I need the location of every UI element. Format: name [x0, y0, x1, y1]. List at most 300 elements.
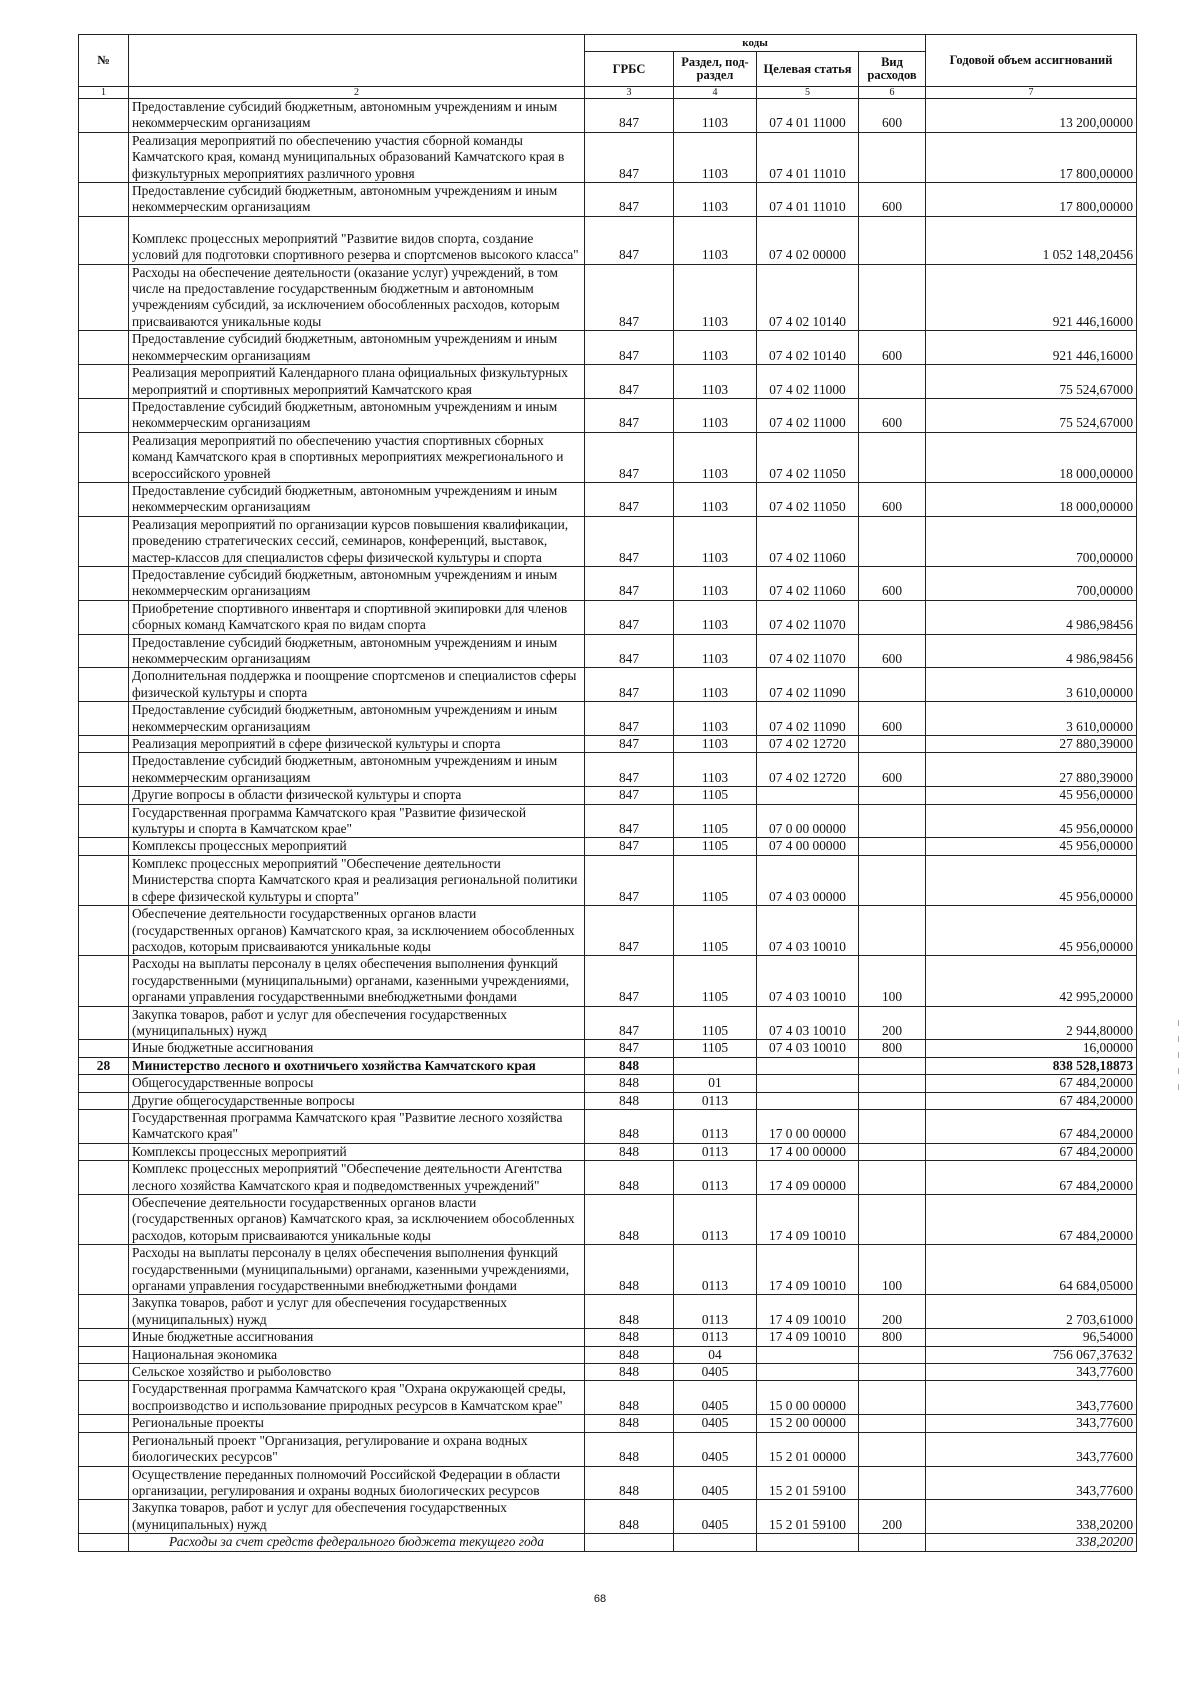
row-amount: 18 000,00000 [926, 432, 1137, 482]
row-section: 1103 [674, 216, 757, 264]
row-section: 1105 [674, 838, 757, 855]
table-row [79, 1006, 1137, 1040]
row-vid [859, 132, 926, 182]
row-number [79, 855, 129, 905]
row-grbs: 847 [585, 1040, 674, 1057]
row-section: 1105 [674, 956, 757, 1006]
row-vid: 600 [859, 398, 926, 432]
row-grbs: 848 [585, 1346, 674, 1363]
header-amount: Годовой объем ассигнований [926, 35, 1137, 87]
row-target [757, 1534, 859, 1551]
row-amount: 16,00000 [926, 1040, 1137, 1057]
row-amount: 3 610,00000 [926, 668, 1137, 702]
row-grbs: 847 [585, 432, 674, 482]
row-grbs: 848 [585, 1466, 674, 1500]
row-target: 07 4 02 11000 [757, 365, 859, 399]
row-name: Комплексы процессных мероприятий [129, 838, 585, 855]
row-number [79, 1006, 129, 1040]
row-grbs: 847 [585, 482, 674, 516]
table-row [79, 516, 1137, 566]
row-number [79, 634, 129, 668]
row-number: 28 [79, 1057, 129, 1074]
row-name: Другие вопросы в области физической культуры и спорта [129, 787, 585, 804]
row-amount: 343,77600 [926, 1466, 1137, 1500]
table-row [79, 1346, 1137, 1363]
row-number [79, 1432, 129, 1466]
row-section: 1103 [674, 668, 757, 702]
row-section: 0405 [674, 1466, 757, 1500]
row-name: Реализация мероприятий по обеспечению участия сборной команды Камчатского края, команд муниципальных образований Камчатского края в физкультурных мероприятиях различного уровня [129, 132, 585, 182]
row-amount: 27 880,39000 [926, 736, 1137, 753]
row-section: 1105 [674, 787, 757, 804]
row-target: 07 4 01 11010 [757, 132, 859, 182]
row-name: Предоставление субсидий бюджетным, автономным учреждениям и иным некоммерческим организациям [129, 331, 585, 365]
row-name: Комплекс процессных мероприятий "Обеспечение деятельности Агентства лесного хозяйства Камчатского края и подведомственных учреждений" [129, 1161, 585, 1195]
row-grbs: 848 [585, 1245, 674, 1295]
row-section: 0113 [674, 1329, 757, 1346]
row-section: 0113 [674, 1092, 757, 1109]
row-amount: 67 484,20000 [926, 1195, 1137, 1245]
row-amount: 75 524,67000 [926, 398, 1137, 432]
table-row [79, 838, 1137, 855]
table-body [79, 99, 1137, 1552]
row-target: 17 4 09 10010 [757, 1195, 859, 1245]
row-amount: 700,00000 [926, 566, 1137, 600]
row-grbs: 847 [585, 132, 674, 182]
row-amount: 42 995,20000 [926, 956, 1137, 1006]
row-number [79, 804, 129, 838]
row-grbs: 848 [585, 1109, 674, 1143]
row-name: Региональные проекты [129, 1415, 585, 1432]
table-row [79, 432, 1137, 482]
row-vid [859, 838, 926, 855]
row-target: 15 0 00 00000 [757, 1381, 859, 1415]
row-number [79, 600, 129, 634]
table-row [79, 1057, 1137, 1074]
row-name: Закупка товаров, работ и услуг для обеспечения государственных (муниципальных) нужд [129, 1006, 585, 1040]
table-row [79, 132, 1137, 182]
row-name: Приобретение спортивного инвентаря и спортивной экипировки для членов сборных команд Камчатского края по видам спорта [129, 600, 585, 634]
row-section: 0113 [674, 1245, 757, 1295]
row-number [79, 1295, 129, 1329]
table-row [79, 1161, 1137, 1195]
row-amount: 96,54000 [926, 1329, 1137, 1346]
row-grbs: 848 [585, 1381, 674, 1415]
row-target: 17 4 09 10010 [757, 1329, 859, 1346]
row-grbs [585, 1534, 674, 1551]
row-amount: 921 446,16000 [926, 331, 1137, 365]
row-section [674, 1534, 757, 1551]
row-target: 07 4 00 00000 [757, 838, 859, 855]
row-name: Дополнительная поддержка и поощрение спортсменов и специалистов сферы физической культуры и спорта [129, 668, 585, 702]
row-section: 1103 [674, 702, 757, 736]
header-name [129, 35, 585, 87]
row-number [79, 956, 129, 1006]
row-target: 17 4 09 10010 [757, 1245, 859, 1295]
row-number [79, 1466, 129, 1500]
row-name: Предоставление субсидий бюджетным, автономным учреждениям и иным некоммерческим организациям [129, 702, 585, 736]
row-section: 1103 [674, 516, 757, 566]
row-target [757, 1075, 859, 1092]
row-amount: 67 484,20000 [926, 1109, 1137, 1143]
row-vid: 600 [859, 702, 926, 736]
row-amount: 2 944,80000 [926, 1006, 1137, 1040]
row-target: 17 4 09 10010 [757, 1295, 859, 1329]
row-grbs: 848 [585, 1432, 674, 1466]
row-target [757, 787, 859, 804]
row-section: 1103 [674, 99, 757, 133]
table-row [79, 1195, 1137, 1245]
row-grbs: 848 [585, 1143, 674, 1160]
row-name: Обеспечение деятельности государственных органов власти (государственных органов) Камчатского края, за исключением обособленных расходов, которым присваиваются уникальные коды [129, 906, 585, 956]
row-grbs: 847 [585, 398, 674, 432]
row-number [79, 753, 129, 787]
row-number [79, 1040, 129, 1057]
row-vid [859, 1161, 926, 1195]
row-target [757, 1057, 859, 1074]
table-row [79, 1075, 1137, 1092]
row-section: 04 [674, 1346, 757, 1363]
row-amount: 343,77600 [926, 1415, 1137, 1432]
row-vid: 200 [859, 1295, 926, 1329]
row-target: 15 2 01 59100 [757, 1466, 859, 1500]
row-amount: 4 986,98456 [926, 600, 1137, 634]
row-target: 07 4 02 11000 [757, 398, 859, 432]
row-name: Сельское хозяйство и рыболовство [129, 1364, 585, 1381]
row-target: 07 4 01 11010 [757, 183, 859, 217]
row-vid [859, 432, 926, 482]
row-grbs: 847 [585, 787, 674, 804]
row-name: Национальная экономика [129, 1346, 585, 1363]
row-amount: 4 986,98456 [926, 634, 1137, 668]
row-amount: 1 052 148,20456 [926, 216, 1137, 264]
row-section: 1103 [674, 634, 757, 668]
row-name: Предоставление субсидий бюджетным, автономным учреждениям и иным некоммерческим организациям [129, 753, 585, 787]
row-target [757, 1092, 859, 1109]
row-number [79, 1364, 129, 1381]
row-name: Комплексы процессных мероприятий [129, 1143, 585, 1160]
row-number [79, 331, 129, 365]
row-section: 1105 [674, 1006, 757, 1040]
row-grbs: 847 [585, 516, 674, 566]
row-number [79, 516, 129, 566]
table-row [79, 1040, 1137, 1057]
row-amount: 13 200,00000 [926, 99, 1137, 133]
row-amount: 45 956,00000 [926, 787, 1137, 804]
header-number: № [79, 35, 129, 87]
row-section [674, 1057, 757, 1074]
row-grbs: 847 [585, 804, 674, 838]
row-target: 07 4 02 00000 [757, 216, 859, 264]
row-vid [859, 1143, 926, 1160]
row-section: 0113 [674, 1161, 757, 1195]
row-name: Предоставление субсидий бюджетным, автономным учреждениям и иным некоммерческим организациям [129, 398, 585, 432]
row-section: 1103 [674, 132, 757, 182]
row-vid [859, 668, 926, 702]
row-vid [859, 1092, 926, 1109]
row-vid: 600 [859, 634, 926, 668]
row-target: 15 2 01 00000 [757, 1432, 859, 1466]
table-row [79, 331, 1137, 365]
row-amount: 45 956,00000 [926, 804, 1137, 838]
table-row [79, 668, 1137, 702]
row-section: 0113 [674, 1195, 757, 1245]
row-amount: 838 528,18873 [926, 1057, 1137, 1074]
row-number [79, 668, 129, 702]
row-target [757, 1346, 859, 1363]
row-grbs: 848 [585, 1075, 674, 1092]
row-amount: 343,77600 [926, 1364, 1137, 1381]
row-section: 01 [674, 1075, 757, 1092]
row-name: Реализация мероприятий Календарного плана официальных физкультурных мероприятий и спортивных мероприятий Камчатского края [129, 365, 585, 399]
table-row [79, 1534, 1137, 1551]
row-vid: 100 [859, 1245, 926, 1295]
row-number [79, 1415, 129, 1432]
row-number [79, 1245, 129, 1295]
row-section: 1103 [674, 183, 757, 217]
row-amount: 17 800,00000 [926, 183, 1137, 217]
row-grbs: 847 [585, 183, 674, 217]
row-name: Расходы на обеспечение деятельности (оказание услуг) учреждений, в том числе на предоставление государственным бюджетным и автономным учреждениям субсидий, за исключением обособленных расходов, которым присваиваются уникальные коды [129, 264, 585, 331]
row-section: 0405 [674, 1364, 757, 1381]
table-row [79, 566, 1137, 600]
row-target: 17 4 09 00000 [757, 1161, 859, 1195]
row-name: Предоставление субсидий бюджетным, автономным учреждениям и иным некоммерческим организациям [129, 634, 585, 668]
row-target: 07 4 02 11070 [757, 634, 859, 668]
row-number [79, 264, 129, 331]
row-vid [859, 600, 926, 634]
row-amount: 756 067,37632 [926, 1346, 1137, 1363]
row-grbs: 848 [585, 1500, 674, 1534]
row-grbs: 848 [585, 1329, 674, 1346]
row-number [79, 216, 129, 264]
row-number [79, 1143, 129, 1160]
row-vid [859, 736, 926, 753]
row-vid [859, 1364, 926, 1381]
row-amount: 921 446,16000 [926, 264, 1137, 331]
row-name: Общегосударственные вопросы [129, 1075, 585, 1092]
header-target: Целевая статья [757, 52, 859, 87]
row-grbs: 847 [585, 855, 674, 905]
row-section: 0405 [674, 1432, 757, 1466]
table-row [79, 482, 1137, 516]
row-target: 07 4 02 11050 [757, 432, 859, 482]
table-row [79, 906, 1137, 956]
row-name: Комплекс процессных мероприятий "Развитие видов спорта, создание условий для подготовки спортивного резерва и спортсменов высокого класса" [129, 216, 585, 264]
row-vid [859, 804, 926, 838]
row-amount: 75 524,67000 [926, 365, 1137, 399]
row-target: 07 4 02 11060 [757, 516, 859, 566]
row-target: 07 4 02 11070 [757, 600, 859, 634]
row-section: 1103 [674, 264, 757, 331]
row-grbs: 847 [585, 566, 674, 600]
row-target: 07 4 03 10010 [757, 956, 859, 1006]
row-section: 1105 [674, 906, 757, 956]
row-name: Расходы на выплаты персоналу в целях обеспечения выполнения функций государственными (муниципальными) органами, казенными учреждениями, органами управления государственными внебюджетными фондами [129, 1245, 585, 1295]
row-amount: 18 000,00000 [926, 482, 1137, 516]
row-grbs: 847 [585, 1006, 674, 1040]
table-row [79, 1092, 1137, 1109]
table-row [79, 855, 1137, 905]
row-number [79, 702, 129, 736]
header-section: Раздел, под-раздел [674, 52, 757, 87]
row-grbs: 848 [585, 1195, 674, 1245]
row-name: Реализация мероприятий по организации курсов повышения квалификации, проведению стратегических сессий, семинаров, конференций, выставок, мастер-классов для специалистов сферы физической культуры и спорта [129, 516, 585, 566]
row-grbs: 848 [585, 1415, 674, 1432]
table-row [79, 183, 1137, 217]
table-row [79, 702, 1137, 736]
index-cell: 6 [859, 87, 926, 99]
row-grbs: 847 [585, 906, 674, 956]
index-cell: 7 [926, 87, 1137, 99]
row-target: 07 4 02 11050 [757, 482, 859, 516]
row-target: 17 0 00 00000 [757, 1109, 859, 1143]
row-target: 07 4 02 10140 [757, 331, 859, 365]
table-row [79, 1432, 1137, 1466]
row-target: 07 0 00 00000 [757, 804, 859, 838]
row-section: 1105 [674, 855, 757, 905]
row-vid [859, 264, 926, 331]
margin-marks [1176, 1010, 1180, 1200]
row-number [79, 1161, 129, 1195]
row-name: Региональный проект "Организация, регулирование и охрана водных биологических ресурсов" [129, 1432, 585, 1466]
table-row [79, 956, 1137, 1006]
table-row [79, 1466, 1137, 1500]
row-number [79, 1534, 129, 1551]
table-row [79, 1329, 1137, 1346]
row-amount: 2 703,61000 [926, 1295, 1137, 1329]
row-number [79, 906, 129, 956]
row-name: Предоставление субсидий бюджетным, автономным учреждениям и иным некоммерческим организациям [129, 566, 585, 600]
row-number [79, 1500, 129, 1534]
row-target: 17 4 00 00000 [757, 1143, 859, 1160]
table-header [79, 35, 1137, 99]
row-amount: 700,00000 [926, 516, 1137, 566]
row-grbs: 847 [585, 331, 674, 365]
row-target: 15 2 00 00000 [757, 1415, 859, 1432]
row-amount: 27 880,39000 [926, 753, 1137, 787]
row-amount: 338,20200 [926, 1534, 1137, 1551]
header-vid: Вид расходов [859, 52, 926, 87]
row-section: 1105 [674, 1040, 757, 1057]
table-row [79, 365, 1137, 399]
row-vid: 600 [859, 183, 926, 217]
row-section: 0405 [674, 1381, 757, 1415]
table-row [79, 634, 1137, 668]
table-row [79, 736, 1137, 753]
row-target: 07 4 03 10010 [757, 906, 859, 956]
row-grbs: 847 [585, 365, 674, 399]
row-target: 07 4 02 12720 [757, 736, 859, 753]
row-section: 1105 [674, 804, 757, 838]
row-number [79, 838, 129, 855]
row-vid [859, 1346, 926, 1363]
row-number [79, 736, 129, 753]
table-row [79, 1295, 1137, 1329]
row-target: 07 4 03 10010 [757, 1006, 859, 1040]
row-section: 1103 [674, 736, 757, 753]
row-grbs: 847 [585, 736, 674, 753]
row-amount: 64 684,05000 [926, 1245, 1137, 1295]
row-amount: 3 610,00000 [926, 702, 1137, 736]
row-number [79, 1195, 129, 1245]
row-grbs: 848 [585, 1092, 674, 1109]
index-cell: 4 [674, 87, 757, 99]
row-target [757, 1364, 859, 1381]
row-vid [859, 365, 926, 399]
row-vid: 200 [859, 1500, 926, 1534]
index-cell: 1 [79, 87, 129, 99]
row-vid [859, 906, 926, 956]
row-name: Предоставление субсидий бюджетным, автономным учреждениям и иным некоммерческим организациям [129, 99, 585, 133]
table-row [79, 787, 1137, 804]
header-codes: коды [585, 35, 926, 52]
row-grbs: 847 [585, 600, 674, 634]
row-grbs: 847 [585, 838, 674, 855]
row-vid [859, 516, 926, 566]
row-number [79, 432, 129, 482]
row-name: Расходы за счет средств федерального бюджета текущего года [129, 1534, 585, 1551]
row-grbs: 847 [585, 956, 674, 1006]
row-vid: 600 [859, 753, 926, 787]
row-section: 1103 [674, 600, 757, 634]
row-name: Государственная программа Камчатского края "Развитие физической культуры и спорта в Камчатском крае" [129, 804, 585, 838]
row-number [79, 1381, 129, 1415]
row-grbs: 847 [585, 753, 674, 787]
row-number [79, 1092, 129, 1109]
row-vid [859, 855, 926, 905]
row-target: 15 2 01 59100 [757, 1500, 859, 1534]
row-amount: 343,77600 [926, 1432, 1137, 1466]
row-number [79, 365, 129, 399]
table-row [79, 1381, 1137, 1415]
row-name: Иные бюджетные ассигнования [129, 1040, 585, 1057]
row-name: Расходы на выплаты персоналу в целях обеспечения выполнения функций государственными (муниципальными) органами, казенными учреждениями, органами управления государственными внебюджетными фондами [129, 956, 585, 1006]
row-number [79, 1346, 129, 1363]
row-name: Реализация мероприятий по обеспечению участия спортивных сборных команд Камчатского края в спортивных мероприятиях межрегионального и всероссийского уровней [129, 432, 585, 482]
row-section: 0405 [674, 1500, 757, 1534]
table-row [79, 804, 1137, 838]
table-row [79, 398, 1137, 432]
row-vid [859, 787, 926, 804]
row-number [79, 482, 129, 516]
row-grbs: 847 [585, 668, 674, 702]
row-section: 0113 [674, 1109, 757, 1143]
row-name: Предоставление субсидий бюджетным, автономным учреждениям и иным некоммерческим организациям [129, 183, 585, 217]
row-name: Закупка товаров, работ и услуг для обеспечения государственных (муниципальных) нужд [129, 1295, 585, 1329]
row-amount: 343,77600 [926, 1381, 1137, 1415]
row-vid [859, 1415, 926, 1432]
table-row [79, 1500, 1137, 1534]
row-name: Реализация мероприятий в сфере физической культуры и спорта [129, 736, 585, 753]
row-target: 07 4 03 00000 [757, 855, 859, 905]
row-vid: 200 [859, 1006, 926, 1040]
table-row [79, 99, 1137, 133]
row-name: Иные бюджетные ассигнования [129, 1329, 585, 1346]
row-number [79, 1075, 129, 1092]
row-name: Государственная программа Камчатского края "Развитие лесного хозяйства Камчатского края" [129, 1109, 585, 1143]
row-amount: 67 484,20000 [926, 1075, 1137, 1092]
row-section: 1103 [674, 566, 757, 600]
row-vid [859, 1534, 926, 1551]
row-amount: 45 956,00000 [926, 855, 1137, 905]
row-vid: 600 [859, 331, 926, 365]
index-cell: 5 [757, 87, 859, 99]
row-vid [859, 1466, 926, 1500]
row-amount: 67 484,20000 [926, 1143, 1137, 1160]
row-target: 07 4 02 11090 [757, 702, 859, 736]
row-grbs: 848 [585, 1364, 674, 1381]
